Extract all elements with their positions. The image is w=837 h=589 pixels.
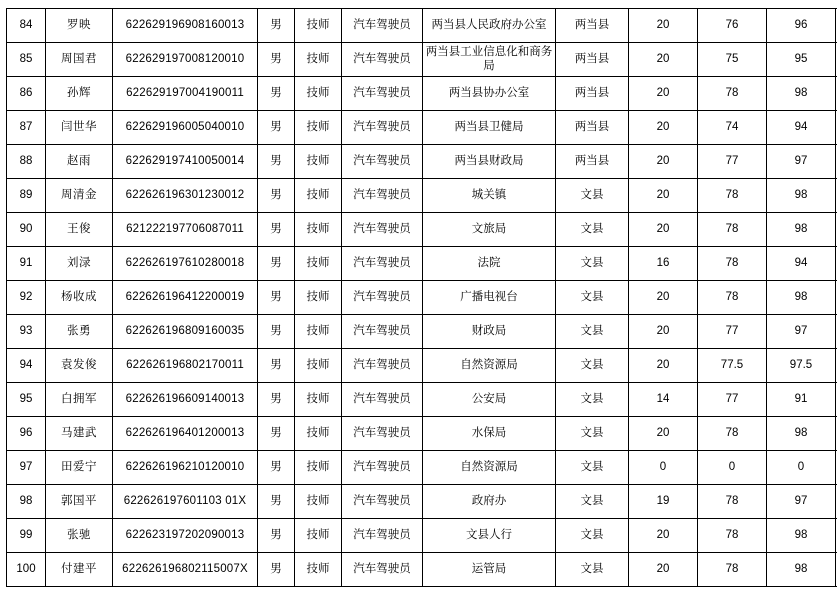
cell-sequence: 90 (7, 213, 46, 247)
cell-score-2: 0 (698, 451, 767, 485)
cell-level: 技师 (295, 145, 342, 179)
cell-region: 文县 (556, 451, 629, 485)
cell-unit: 水保局 (423, 417, 556, 451)
cell-id-number: 622629196005040010 (113, 111, 258, 145)
cell-score-2: 78 (698, 553, 767, 587)
cell-gender: 男 (258, 417, 295, 451)
cell-sequence: 86 (7, 77, 46, 111)
cell-region: 文县 (556, 553, 629, 587)
cell-region: 文县 (556, 349, 629, 383)
cell-job: 汽车驾驶员 (342, 247, 423, 281)
table-row (7, 553, 837, 587)
cell-total: 96 (767, 9, 836, 43)
cell-level: 技师 (295, 179, 342, 213)
roster-table (6, 8, 837, 587)
cell-total: 98 (767, 77, 836, 111)
cell-name: 袁发俊 (46, 349, 113, 383)
cell-id-number: 622626196809160035 (113, 315, 258, 349)
cell-sequence: 89 (7, 179, 46, 213)
cell-level: 技师 (295, 519, 342, 553)
cell-unit: 两当县人民政府办公室 (423, 9, 556, 43)
cell-gender: 男 (258, 179, 295, 213)
cell-sequence: 98 (7, 485, 46, 519)
cell-job: 汽车驾驶员 (342, 417, 423, 451)
cell-score-1: 20 (629, 349, 698, 383)
table-row (7, 349, 837, 383)
cell-level: 技师 (295, 417, 342, 451)
cell-total: 94 (767, 247, 836, 281)
cell-id-number: 622626196210120010 (113, 451, 258, 485)
cell-region: 两当县 (556, 145, 629, 179)
cell-region: 文县 (556, 485, 629, 519)
cell-gender: 男 (258, 349, 295, 383)
cell-name: 张勇 (46, 315, 113, 349)
table-row (7, 281, 837, 315)
cell-score-2: 78 (698, 179, 767, 213)
cell-score-2: 78 (698, 77, 767, 111)
cell-name: 周国君 (46, 43, 113, 77)
cell-total: 98 (767, 553, 836, 587)
cell-region: 两当县 (556, 9, 629, 43)
cell-gender: 男 (258, 451, 295, 485)
cell-level: 技师 (295, 111, 342, 145)
cell-id-number: 622629197410050014 (113, 145, 258, 179)
cell-level: 技师 (295, 451, 342, 485)
cell-sequence: 87 (7, 111, 46, 145)
cell-total: 97 (767, 315, 836, 349)
cell-unit: 运管局 (423, 553, 556, 587)
cell-region: 文县 (556, 281, 629, 315)
cell-level: 技师 (295, 383, 342, 417)
cell-sequence: 99 (7, 519, 46, 553)
cell-total: 98 (767, 417, 836, 451)
cell-score-1: 20 (629, 519, 698, 553)
cell-score-2: 78 (698, 485, 767, 519)
cell-job: 汽车驾驶员 (342, 111, 423, 145)
cell-gender: 男 (258, 485, 295, 519)
cell-level: 技师 (295, 213, 342, 247)
cell-gender: 男 (258, 519, 295, 553)
cell-id-number: 622626196802115007X (113, 553, 258, 587)
cell-level: 技师 (295, 349, 342, 383)
cell-unit: 广播电视台 (423, 281, 556, 315)
cell-score-2: 77.5 (698, 349, 767, 383)
roster-table-body (7, 9, 837, 587)
cell-name: 闫世华 (46, 111, 113, 145)
cell-job: 汽车驾驶员 (342, 281, 423, 315)
table-row (7, 179, 837, 213)
cell-score-2: 77 (698, 315, 767, 349)
table-row (7, 213, 837, 247)
table-row (7, 43, 837, 77)
cell-total: 97.5 (767, 349, 836, 383)
cell-id-number: 622623197202090013 (113, 519, 258, 553)
cell-id-number: 622629197004190011 (113, 77, 258, 111)
cell-region: 两当县 (556, 43, 629, 77)
cell-score-1: 0 (629, 451, 698, 485)
cell-job: 汽车驾驶员 (342, 213, 423, 247)
cell-total: 0 (767, 451, 836, 485)
cell-job: 汽车驾驶员 (342, 77, 423, 111)
cell-id-number: 622626196401200013 (113, 417, 258, 451)
cell-unit: 城关镇 (423, 179, 556, 213)
cell-score-1: 16 (629, 247, 698, 281)
table-row (7, 417, 837, 451)
cell-score-1: 20 (629, 213, 698, 247)
cell-gender: 男 (258, 43, 295, 77)
cell-score-2: 77 (698, 383, 767, 417)
cell-score-1: 20 (629, 43, 698, 77)
cell-score-1: 20 (629, 417, 698, 451)
cell-gender: 男 (258, 553, 295, 587)
cell-total: 98 (767, 281, 836, 315)
cell-job: 汽车驾驶员 (342, 9, 423, 43)
cell-unit: 两当县卫健局 (423, 111, 556, 145)
cell-sequence: 84 (7, 9, 46, 43)
cell-unit: 政府办 (423, 485, 556, 519)
cell-gender: 男 (258, 383, 295, 417)
cell-level: 技师 (295, 281, 342, 315)
cell-id-number: 622626196412200019 (113, 281, 258, 315)
cell-score-1: 20 (629, 145, 698, 179)
cell-unit: 文旅局 (423, 213, 556, 247)
cell-job: 汽车驾驶员 (342, 553, 423, 587)
cell-total: 95 (767, 43, 836, 77)
cell-job: 汽车驾驶员 (342, 349, 423, 383)
cell-id-number: 622629197008120010 (113, 43, 258, 77)
cell-unit: 两当县协办公室 (423, 77, 556, 111)
cell-score-1: 20 (629, 281, 698, 315)
cell-gender: 男 (258, 9, 295, 43)
cell-id-number: 622626196802170011 (113, 349, 258, 383)
cell-name: 田爱宁 (46, 451, 113, 485)
cell-unit: 财政局 (423, 315, 556, 349)
cell-job: 汽车驾驶员 (342, 383, 423, 417)
cell-score-2: 78 (698, 247, 767, 281)
table-row (7, 519, 837, 553)
cell-level: 技师 (295, 43, 342, 77)
cell-name: 罗映 (46, 9, 113, 43)
cell-region: 两当县 (556, 111, 629, 145)
cell-unit: 法院 (423, 247, 556, 281)
cell-region: 文县 (556, 519, 629, 553)
cell-region: 文县 (556, 315, 629, 349)
cell-score-1: 19 (629, 485, 698, 519)
cell-job: 汽车驾驶员 (342, 43, 423, 77)
cell-id-number: 622626196301230012 (113, 179, 258, 213)
cell-id-number: 622629196908160013 (113, 9, 258, 43)
cell-job: 汽车驾驶员 (342, 315, 423, 349)
cell-score-2: 78 (698, 519, 767, 553)
cell-id-number: 622626197601103 01X (113, 485, 258, 519)
cell-gender: 男 (258, 247, 295, 281)
cell-job: 汽车驾驶员 (342, 179, 423, 213)
cell-unit: 自然资源局 (423, 451, 556, 485)
cell-name: 孙辉 (46, 77, 113, 111)
cell-sequence: 96 (7, 417, 46, 451)
cell-region: 两当县 (556, 77, 629, 111)
cell-sequence: 88 (7, 145, 46, 179)
table-row (7, 451, 837, 485)
cell-score-2: 74 (698, 111, 767, 145)
cell-total: 97 (767, 145, 836, 179)
table-row (7, 247, 837, 281)
table-row (7, 485, 837, 519)
cell-level: 技师 (295, 315, 342, 349)
cell-name: 马建武 (46, 417, 113, 451)
cell-score-2: 77 (698, 145, 767, 179)
cell-sequence: 91 (7, 247, 46, 281)
cell-score-2: 75 (698, 43, 767, 77)
cell-score-2: 78 (698, 213, 767, 247)
cell-level: 技师 (295, 553, 342, 587)
cell-score-1: 14 (629, 383, 698, 417)
cell-unit: 两当县财政局 (423, 145, 556, 179)
cell-sequence: 95 (7, 383, 46, 417)
cell-sequence: 93 (7, 315, 46, 349)
cell-unit: 公安局 (423, 383, 556, 417)
cell-gender: 男 (258, 213, 295, 247)
cell-job: 汽车驾驶员 (342, 145, 423, 179)
cell-total: 98 (767, 179, 836, 213)
cell-region: 文县 (556, 383, 629, 417)
cell-name: 郭国平 (46, 485, 113, 519)
cell-gender: 男 (258, 145, 295, 179)
cell-id-number: 622626196609140013 (113, 383, 258, 417)
cell-region: 文县 (556, 417, 629, 451)
cell-id-number: 622626197610280018 (113, 247, 258, 281)
cell-score-1: 20 (629, 77, 698, 111)
cell-region: 文县 (556, 247, 629, 281)
cell-gender: 男 (258, 315, 295, 349)
cell-name: 张驰 (46, 519, 113, 553)
cell-score-2: 78 (698, 281, 767, 315)
cell-score-2: 76 (698, 9, 767, 43)
cell-job: 汽车驾驶员 (342, 451, 423, 485)
cell-region: 文县 (556, 179, 629, 213)
cell-level: 技师 (295, 9, 342, 43)
cell-name: 周清金 (46, 179, 113, 213)
cell-name: 刘渌 (46, 247, 113, 281)
table-row (7, 77, 837, 111)
cell-name: 白拥军 (46, 383, 113, 417)
cell-score-1: 20 (629, 315, 698, 349)
cell-sequence: 94 (7, 349, 46, 383)
cell-name: 赵雨 (46, 145, 113, 179)
cell-total: 97 (767, 485, 836, 519)
cell-score-2: 78 (698, 417, 767, 451)
cell-score-1: 20 (629, 553, 698, 587)
cell-sequence: 97 (7, 451, 46, 485)
cell-unit: 两当县工业信息化和商务局 (423, 43, 556, 77)
cell-region: 文县 (556, 213, 629, 247)
cell-name: 王俊 (46, 213, 113, 247)
cell-score-1: 20 (629, 111, 698, 145)
table-row (7, 9, 837, 43)
cell-total: 94 (767, 111, 836, 145)
cell-total: 91 (767, 383, 836, 417)
cell-job: 汽车驾驶员 (342, 519, 423, 553)
table-row (7, 145, 837, 179)
cell-job: 汽车驾驶员 (342, 485, 423, 519)
cell-score-1: 20 (629, 179, 698, 213)
cell-name: 杨收成 (46, 281, 113, 315)
cell-unit: 文县人行 (423, 519, 556, 553)
cell-id-number: 621222197706087011 (113, 213, 258, 247)
cell-sequence: 92 (7, 281, 46, 315)
cell-total: 98 (767, 213, 836, 247)
cell-score-1: 20 (629, 9, 698, 43)
cell-gender: 男 (258, 111, 295, 145)
cell-name: 付建平 (46, 553, 113, 587)
cell-level: 技师 (295, 485, 342, 519)
cell-level: 技师 (295, 247, 342, 281)
cell-gender: 男 (258, 77, 295, 111)
cell-sequence: 85 (7, 43, 46, 77)
cell-gender: 男 (258, 281, 295, 315)
cell-unit: 自然资源局 (423, 349, 556, 383)
table-row (7, 383, 837, 417)
cell-level: 技师 (295, 77, 342, 111)
table-row (7, 315, 837, 349)
cell-total: 98 (767, 519, 836, 553)
table-row (7, 111, 837, 145)
cell-sequence: 100 (7, 553, 46, 587)
